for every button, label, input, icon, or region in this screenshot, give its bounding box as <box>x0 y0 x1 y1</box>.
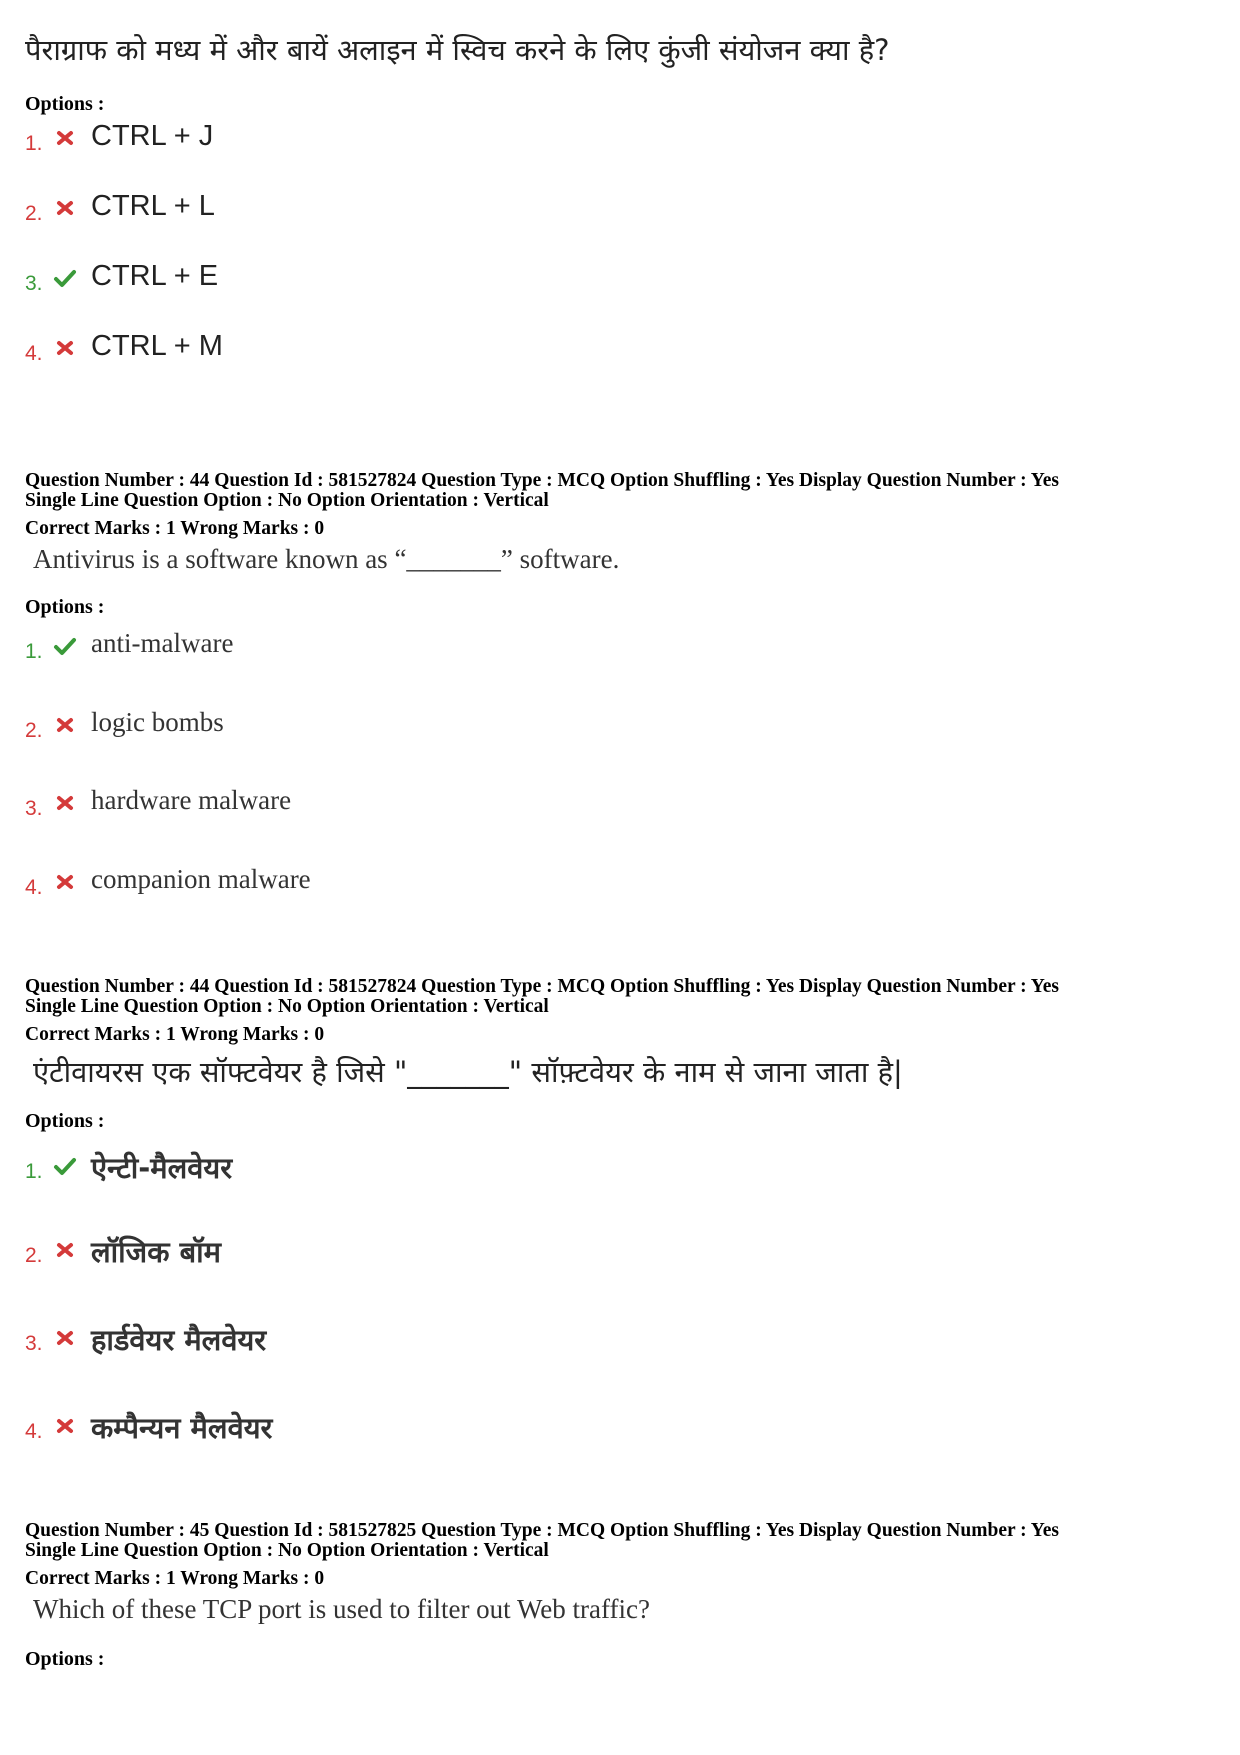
question-text: Antivirus is a software known as “_______” software. <box>33 544 620 574</box>
option-text: कम्पैन्यन मैलवेयर <box>91 1411 273 1445</box>
options-label: Options : <box>25 1648 105 1670</box>
question-meta-options: Single Line Question Option : No Option Orientation : Vertical <box>25 1540 549 1561</box>
option-number: 4. <box>25 342 43 365</box>
option-number: 2. <box>25 719 43 742</box>
option-number: 1. <box>25 640 43 663</box>
cross-icon <box>53 713 77 737</box>
options-label: Options : <box>25 93 105 115</box>
question-text: पैराग्राफ को मध्य में और बायें अलाइन में स्विच करने के लिए कुंजी संयोजन क्या है? <box>25 33 890 67</box>
option-text: CTRL + L <box>91 190 215 222</box>
check-icon <box>53 634 77 658</box>
options-label: Options : <box>25 596 105 618</box>
option-number: 2. <box>25 202 43 225</box>
question-meta-options: Single Line Question Option : No Option Orientation : Vertical <box>25 490 549 511</box>
option-number: 3. <box>25 1332 43 1355</box>
check-icon <box>53 1154 77 1178</box>
cross-icon <box>53 1326 77 1350</box>
options-label: Options : <box>25 1110 105 1132</box>
option-text: हार्डवेयर मैलवेयर <box>91 1323 267 1357</box>
question-marks: Correct Marks : 1 Wrong Marks : 0 <box>25 1024 325 1045</box>
option-text: companion malware <box>91 864 311 894</box>
option-number: 4. <box>25 876 43 899</box>
question-marks: Correct Marks : 1 Wrong Marks : 0 <box>25 518 325 539</box>
option-text: anti-malware <box>91 628 234 658</box>
option-number: 3. <box>25 797 43 820</box>
option-text: लॉजिक बॉम <box>91 1235 221 1269</box>
question-meta: Question Number : 45 Question Id : 581527825 Question Type : MCQ Option Shuffling : Yes Display Question Number : Yes <box>25 1520 1059 1541</box>
question-meta-options: Single Line Question Option : No Option Orientation : Vertical <box>25 996 549 1017</box>
cross-icon <box>53 791 77 815</box>
check-icon <box>53 266 77 290</box>
option-number: 3. <box>25 272 43 295</box>
option-number: 1. <box>25 132 43 155</box>
cross-icon <box>53 870 77 894</box>
question-text: एंटीवायरस एक सॉफ्टवेयर है जिसे "_______" सॉफ़्टवेयर के नाम से जाना जाता है| <box>33 1055 903 1089</box>
option-number: 1. <box>25 1160 43 1183</box>
cross-icon <box>53 1414 77 1438</box>
option-text: CTRL + E <box>91 260 219 292</box>
option-number: 2. <box>25 1244 43 1267</box>
cross-icon <box>53 336 77 360</box>
cross-icon <box>53 126 77 150</box>
option-number: 4. <box>25 1420 43 1443</box>
option-text: hardware malware <box>91 785 292 815</box>
cross-icon <box>53 196 77 220</box>
question-text: Which of these TCP port is used to filter out Web traffic? <box>33 1594 650 1624</box>
question-meta: Question Number : 44 Question Id : 581527824 Question Type : MCQ Option Shuffling : Yes Display Question Number : Yes <box>25 976 1059 997</box>
question-marks: Correct Marks : 1 Wrong Marks : 0 <box>25 1568 325 1589</box>
option-text: logic bombs <box>91 707 224 737</box>
option-text: ऐन्टी-मैलवेयर <box>91 1151 233 1185</box>
option-text: CTRL + J <box>91 120 214 152</box>
cross-icon <box>53 1238 77 1262</box>
option-text: CTRL + M <box>91 330 223 362</box>
question-meta: Question Number : 44 Question Id : 581527824 Question Type : MCQ Option Shuffling : Yes Display Question Number : Yes <box>25 470 1059 491</box>
